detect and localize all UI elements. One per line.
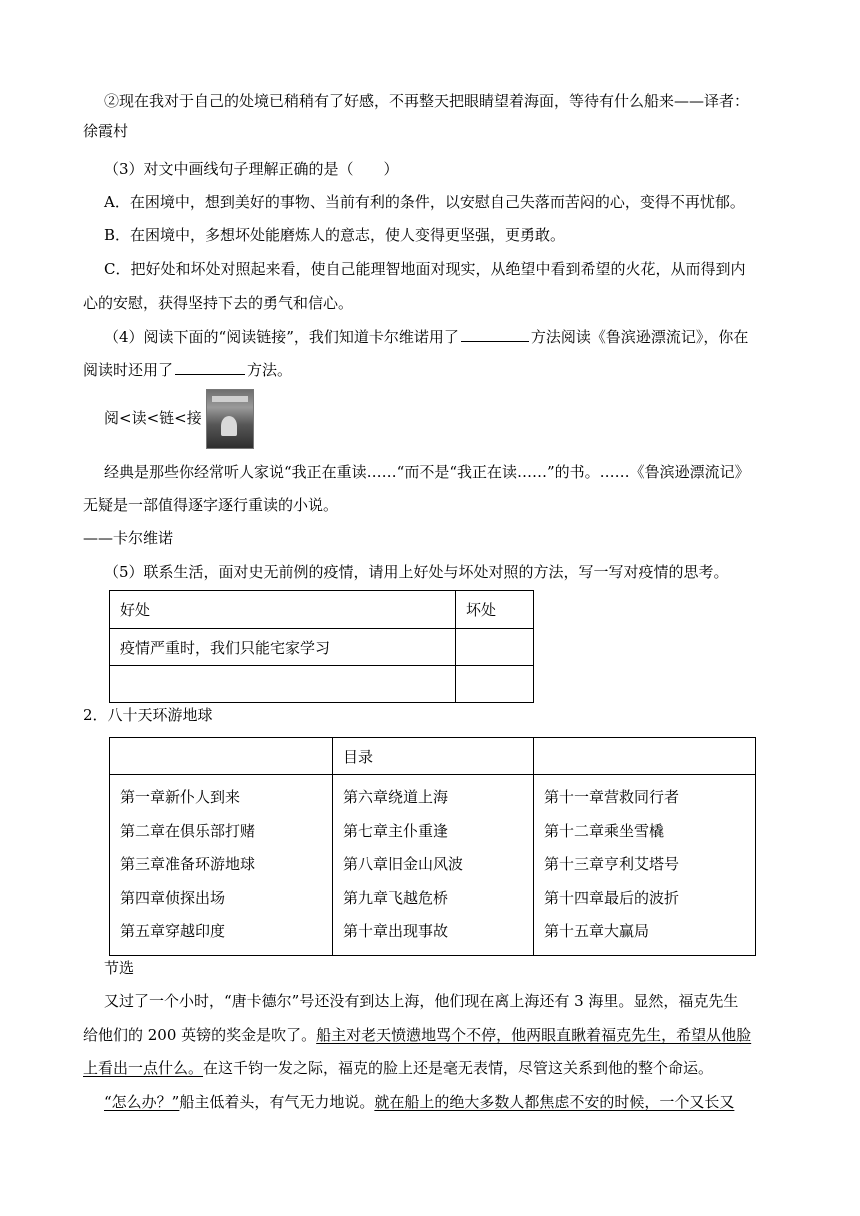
toc-column-2 xyxy=(333,775,534,956)
p2-underlined-a: “怎么办？” xyxy=(104,1093,180,1111)
chapter-9: 第九章飞越危桥 xyxy=(343,888,449,907)
q4-text-a: （4）阅读下面的“阅读链接”，我们知道卡尔维诺用了 xyxy=(104,328,459,346)
toc-header: 目录 xyxy=(333,738,534,775)
q4-line2 xyxy=(83,359,292,381)
pros-cell: 疫情严重时，我们只能宅家学习 xyxy=(110,629,456,666)
quote-author: ——卡尔维诺 xyxy=(83,529,174,547)
q3-option-c-line2: 心的安慰，获得坚持下去的勇气和信心。 xyxy=(83,294,354,312)
chapter-7: 第七章主仆重逢 xyxy=(343,821,449,840)
p1-l2-plain: 给他们的 200 英镑的奖金是吹了。 xyxy=(83,1026,317,1044)
quote-line1: 经典是那些你经常听人家说“我正在重读……“而不是“我正在读……”的书。……《鲁滨逊漂流记》 xyxy=(104,463,750,481)
answer-blank-2[interactable] xyxy=(175,360,245,375)
p1-l3-underlined: 上看出一点什么。 xyxy=(83,1059,204,1077)
q1-tail-line2: 徐霞村 xyxy=(83,122,129,140)
toc-column-1 xyxy=(110,775,333,956)
q4-text-d: 方法。 xyxy=(247,361,293,379)
chapter-3: 第三章准备环游地球 xyxy=(120,855,256,873)
paragraph1-line1: 又过了一个小时，“唐卡德尔”号还没有到达上海，他们现在离上海还有 3 海里。显然，福克先生 xyxy=(104,992,739,1010)
book-cover-image xyxy=(206,389,254,449)
q4-text-c: 阅读时还用了 xyxy=(83,361,174,379)
toc-column-3 xyxy=(534,775,756,956)
pros-header: 好处 xyxy=(110,591,456,629)
chapter-1: 第一章新仆人到来 xyxy=(120,788,241,806)
toc-header-right xyxy=(534,738,756,775)
q4-line1 xyxy=(104,326,748,348)
answer-blank-1[interactable] xyxy=(461,327,529,342)
paragraph1-line3 xyxy=(83,1057,713,1079)
chapter-14: 第十四章最后的波折 xyxy=(544,888,680,907)
p1-l3-plain: 在这千钧一发之际，福克的脸上还是毫无表情，尽管这关系到他的整个命运。 xyxy=(203,1059,714,1077)
reading-link-row xyxy=(104,388,254,449)
q3-option-b: B．在困境中，多想坏处能磨炼人的意志，使人变得更坚强，更勇敢。 xyxy=(104,226,566,244)
q5-stem: （5）联系生活，面对史无前例的疫情，请用上好处与坏处对照的方法，写一写对疫情的思考。 xyxy=(104,563,729,581)
cons-header: 坏处 xyxy=(456,591,534,629)
pros-cons-table xyxy=(109,590,534,703)
section2-title: 2．八十天环游地球 xyxy=(83,706,213,724)
q3-option-c-line1: C．把好处和坏处对照起来看，使自己能理智地面对现实，从绝望中看到希望的火花，从而得到内 xyxy=(104,260,746,278)
q1-tail-line1: ②现在我对于自己的处境已稍稍有了好感，不再整天把眼睛望着海面，等待有什么船来——译者： xyxy=(104,92,750,110)
q3-stem: （3）对文中画线句子理解正确的是（ ） xyxy=(104,160,399,178)
p2-plain: 船主低着头，有气无力地说。 xyxy=(179,1093,375,1111)
paragraph1-line2 xyxy=(83,1024,751,1046)
quote-line2: 无疑是一部值得逐字逐行重读的小说。 xyxy=(83,496,339,514)
toc-header-left xyxy=(110,738,333,775)
chapter-5: 第五章穿越印度 xyxy=(120,922,226,940)
chapter-11: 第十一章营救同行者 xyxy=(544,788,680,806)
cons-cell-empty[interactable] xyxy=(456,666,534,703)
excerpt-label: 节选 xyxy=(104,959,135,977)
chapter-12: 第十二章乘坐雪橇 xyxy=(544,821,665,840)
chapter-6: 第六章绕道上海 xyxy=(343,788,449,806)
paragraph2-line1 xyxy=(104,1091,734,1113)
pros-cell-empty[interactable] xyxy=(110,666,456,703)
p1-l2-underlined: 船主对老天愤懑地骂个不停，他两眼直瞅着福克先生，希望从他脸 xyxy=(316,1026,752,1044)
chapter-4: 第四章侦探出场 xyxy=(120,888,226,907)
chapter-10: 第十章出现事故 xyxy=(343,922,449,940)
q4-text-b: 方法阅读《鲁滨逊漂流记》，你在 xyxy=(530,328,749,346)
chapter-8: 第八章旧金山风波 xyxy=(343,855,464,873)
q3-option-a: A．在困境中，想到美好的事物、当前有利的条件，以安慰自己失落而苦闷的心，变得不再忧郁。 xyxy=(104,193,745,211)
p2-underlined-b: 就在船上的绝大多数人都焦虑不安的时候，一个又长又 xyxy=(374,1093,735,1111)
cons-cell[interactable] xyxy=(456,629,534,666)
chapter-13: 第十三章亨利艾塔号 xyxy=(544,855,680,873)
reading-link-label: 阅<读<链<接 xyxy=(104,409,202,427)
toc-table xyxy=(109,737,756,956)
chapter-15: 第十五章大赢局 xyxy=(544,922,650,940)
chapter-2: 第二章在俱乐部打赌 xyxy=(120,821,256,840)
